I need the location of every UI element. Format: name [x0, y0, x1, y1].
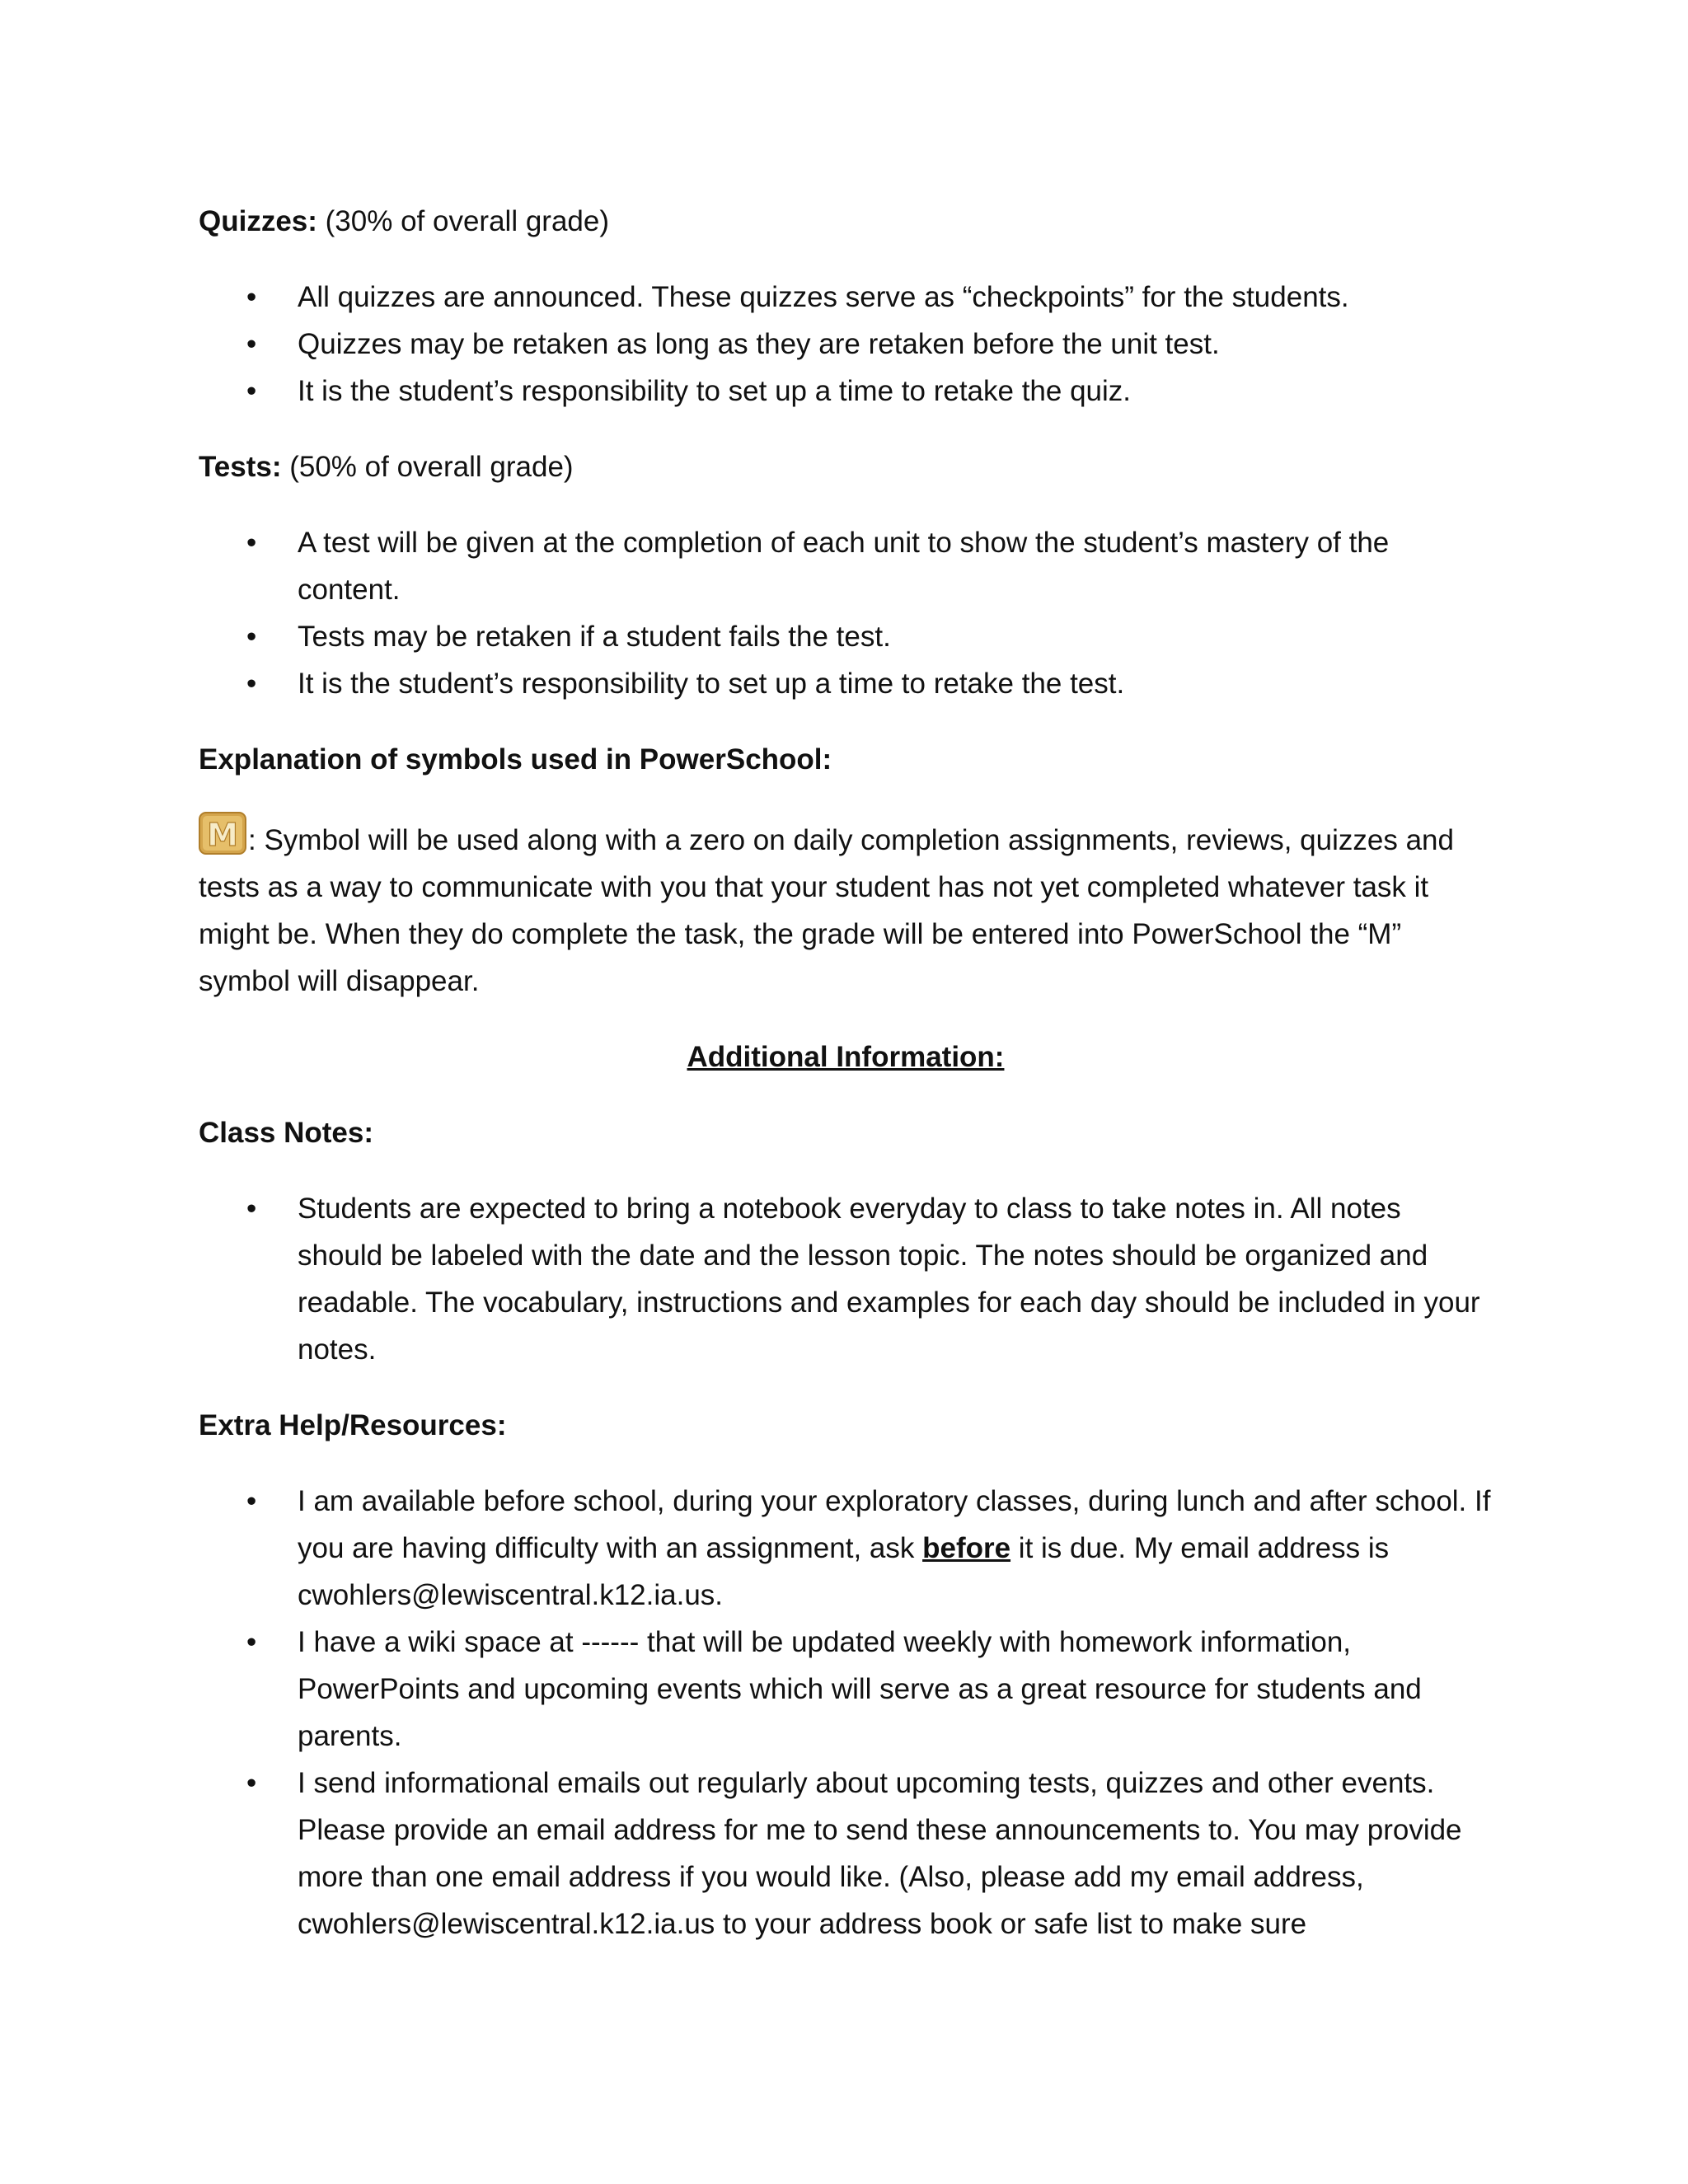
extra-help-list [199, 1478, 1493, 1947]
before-emphasis: before [922, 1532, 1011, 1564]
extra-help-heading: Extra Help/Resources: [199, 1409, 507, 1441]
list-item: • I have a wiki space at ------ that will be updated weekly with homework information, PowerPoints and upcoming events which will serve as a great resource for students and parents. [199, 1619, 1493, 1760]
class-notes-list [199, 1185, 1493, 1373]
additional-info-heading [199, 1033, 1493, 1080]
quizzes-heading [199, 198, 1493, 245]
list-item: • Tests may be retaken if a student fails the test. [199, 613, 1493, 660]
list-item: • Students are expected to bring a notebook everyday to class to take notes in. All notes should be labeled with the date and the lesson topic. The notes should be organized and readable. The vocabulary, instructions and examples for each day should be included in your notes. [199, 1185, 1493, 1373]
list-item: • Quizzes may be retaken as long as they are retaken before the unit test. [199, 321, 1493, 368]
quizzes-list [199, 274, 1493, 415]
missing-m-letter: M [207, 817, 238, 853]
tests-heading [199, 443, 1493, 490]
quizzes-title: Quizzes: [199, 205, 317, 237]
availability-text-start: I am available before school, during your exploratory classes, during lunch and after school. If you are having difficulty with an assignment, ask [298, 1485, 1491, 1564]
tests-list [199, 519, 1493, 707]
missing-m-icon [199, 812, 246, 855]
list-item [199, 1478, 1493, 1619]
missing-symbol-description: : Symbol will be used along with a zero on daily completion assignments, reviews, quizzes and tests as a way to communicate with you that your student has not yet completed whatever task it might be. When they do complete the task, the grade will be entered into PowerSchool the “M” symbol will disappear. [199, 824, 1454, 997]
document-body [199, 198, 1493, 1976]
list-item: • It is the student’s responsibility to set up a time to retake the test. [199, 660, 1493, 707]
tests-title: Tests: [199, 451, 282, 483]
additional-info-title: Additional Information: [687, 1041, 1005, 1073]
availability-text-end: it is due. My email address is cwohlers@lewiscentral.k12.ia.us. [298, 1532, 1390, 1611]
symbols-heading: Explanation of symbols used in PowerSchool: [199, 743, 832, 776]
list-item: • A test will be given at the completion of each unit to show the student’s mastery of the content. [199, 519, 1493, 613]
missing-symbol-paragraph [199, 812, 1493, 1005]
class-notes-heading: Class Notes: [199, 1117, 374, 1149]
list-item: • All quizzes are announced. These quizzes serve as “checkpoints” for the students. [199, 274, 1493, 321]
tests-weight: (50% of overall grade) [281, 451, 574, 483]
list-item: • I send informational emails out regularly about upcoming tests, quizzes and other events. Please provide an email address for me to send these announcements to. You may provide more than one email address if you would like. (Also, please add my email address, cwohlers@lewiscentral.k12.ia.us to your address book or safe list to make sure [199, 1760, 1493, 1947]
list-item: • It is the student’s responsibility to set up a time to retake the quiz. [199, 368, 1493, 415]
quizzes-weight: (30% of overall grade) [316, 205, 609, 237]
